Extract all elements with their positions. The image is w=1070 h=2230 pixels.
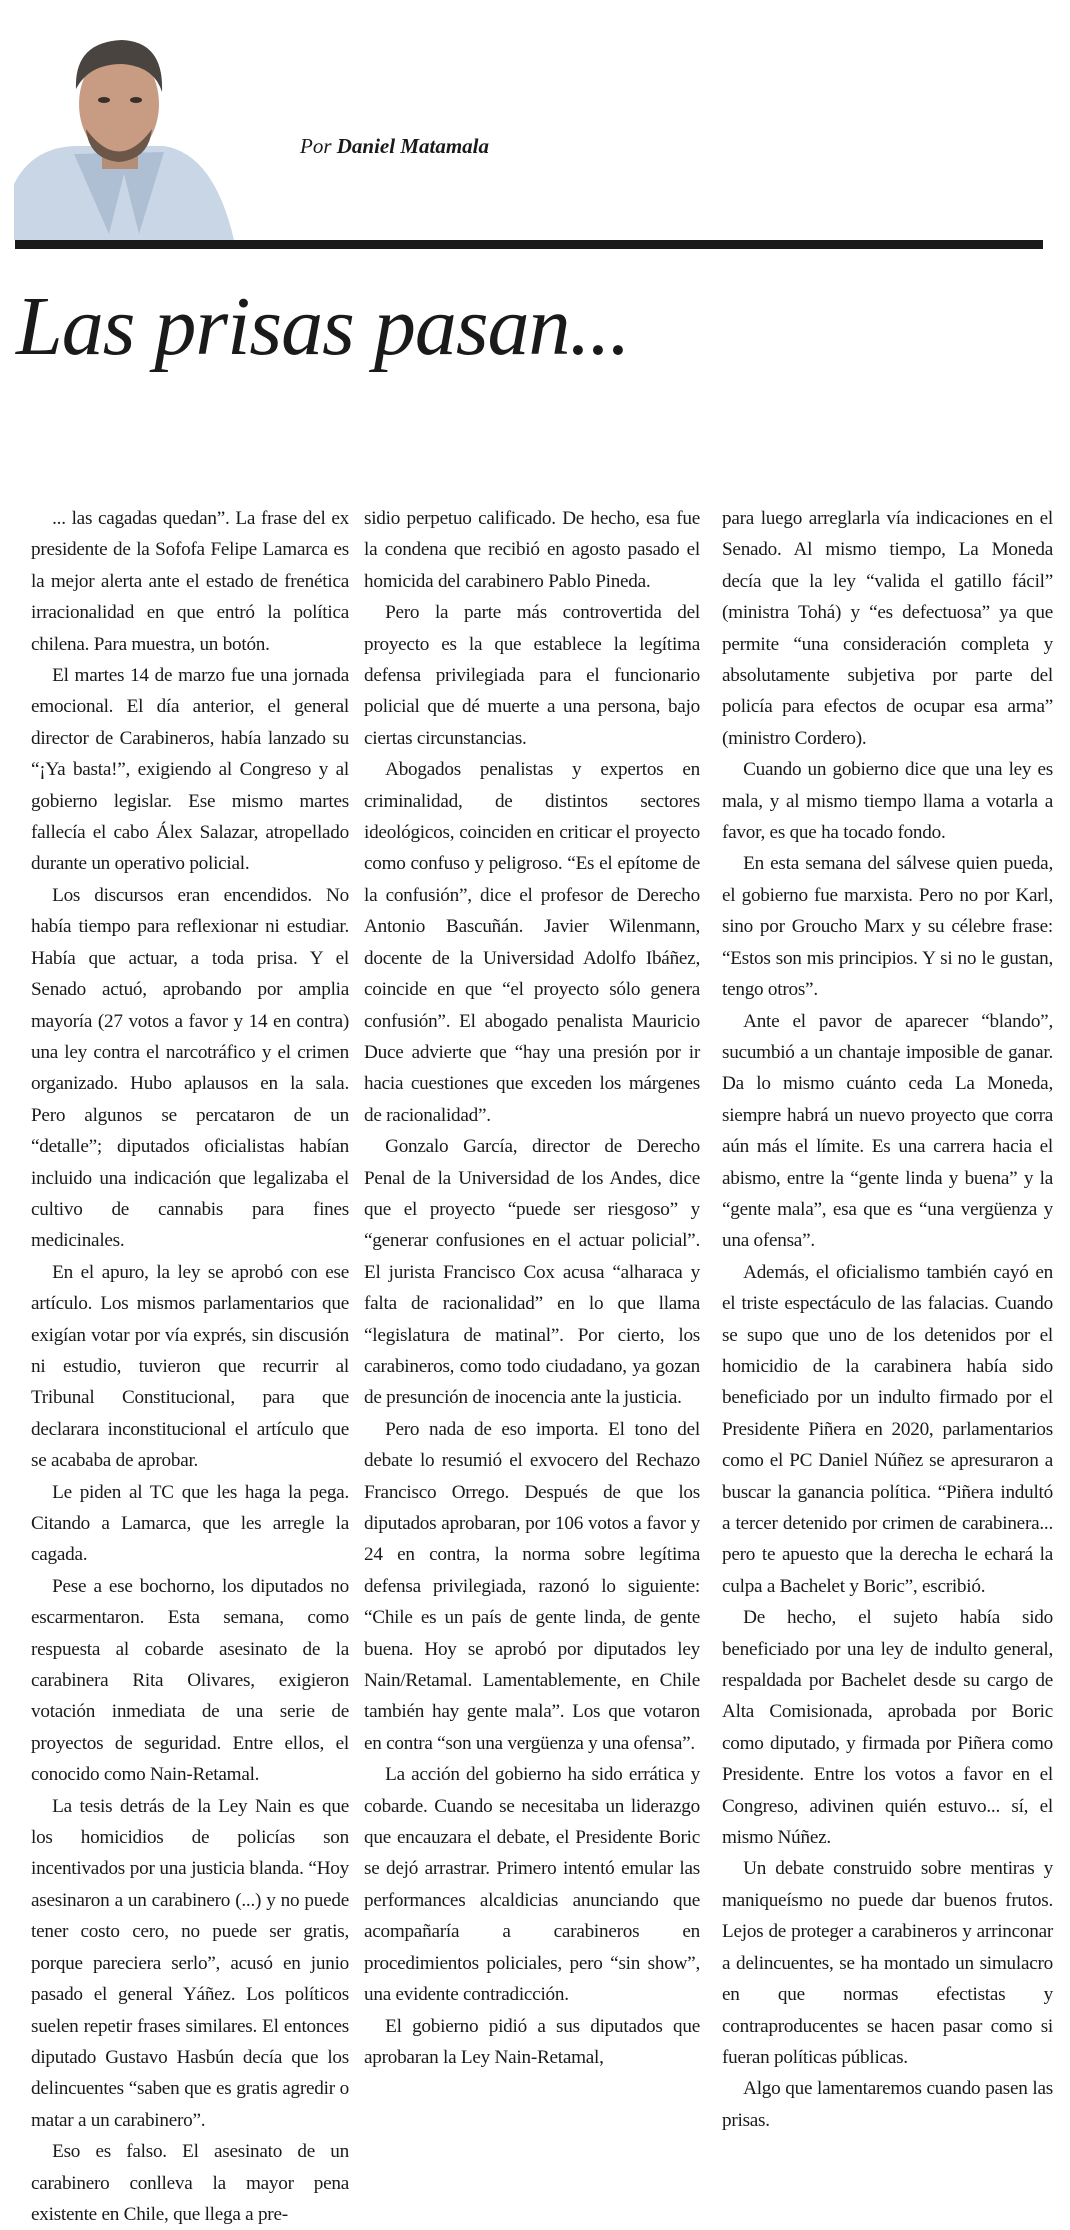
paragraph-continued: para luego arreglarla vía indicaciones en el Senado. Al mismo tiempo, La Moneda decía que la ley “valida el gatillo fácil” (ministra Tohá) y “es defectuosa” ya que permite “una consideración completa y absolutamente subjetiva por parte del policía para efectos de ocupar esa arma” (ministro Cordero).: [722, 508, 1053, 749]
paragraph: Ante el pavor de aparecer “blando”, sucumbió a un chantaje imposible de ganar. Da lo mismo cuánto ceda La Moneda, siempre habrá un nuevo proyecto que corra aún más el límite. Es una carrera hacia el abismo, entre la “gente linda y buena” y la “gente mala”, esa que es “una vergüenza y una ofensa”.: [722, 1010, 1053, 1252]
paragraph: La tesis detrás de la Ley Nain es que los homicidios de policías son incentivados por una justicia blanda. “Hoy asesinaron a un carabinero (...) y no puede tener costo cero, no puede ser gratis, porque pareciera serlo”, acusó en junio pasado el general Yáñez. Los políticos suelen repetir frases similares. El entonces diputado Gustavo Hasbún decía que los delincuentes “saben que es gratis agredir o matar a un carabinero”.: [31, 1795, 349, 2131]
header-rule: [15, 240, 1043, 249]
byline: [300, 134, 489, 159]
paragraph: El martes 14 de marzo fue una jornada emocional. El día anterior, el general director de Carabineros, había lanzado su “¡Ya basta!”, exigiendo al Congreso y al gobierno legislar. Ese mismo martes fallecía el cabo Álex Salazar, atropellado durante un operativo policial.: [31, 665, 349, 875]
article-column-2: [364, 503, 700, 2073]
paragraph: Pero nada de eso importa. El tono del debate lo resumió el exvocero del Rechazo Francisco Orrego. Después de que los diputados aprobaran, por 106 votos a favor y 24 en contra, la norma sobre legítima defensa privilegiada, razonó lo siguiente: “Chile es un país de gente linda, de gente buena. Hoy se aprobó por diputados ley Nain/Retamal. Lamentablemente, en Chile también hay gente mala”. Los que votaron en contra “son una vergüenza y una ofensa”.: [364, 1418, 700, 1754]
paragraph: Gonzalo García, director de Derecho Penal de la Universidad de los Andes, dice que el proyecto “puede ser riesgoso” y “generar confusiones en el actuar policial”. El jurista Francisco Cox acusa “alharaca y falta de racionalidad” en lo que llama “legislatura de matinal”. Por cierto, los carabineros, como todo ciudadano, ya gozan de presunción de inocencia ante la justicia.: [364, 1136, 700, 1409]
paragraph: Los discursos eran encendidos. No había tiempo para reflexionar ni estudiar. Había que actuar, a toda prisa. Y el Senado actuó, aprobando por amplia mayoría (27 votos a favor y 14 en contra) una ley contra el narcotráfico y el crimen organizado. Hubo aplausos en la sala. Pero algunos se percataron de un “detalle”; diputados oficialistas habían incluido una indicación que legalizaba el cultivo de cannabis para fines medicinales.: [31, 884, 349, 1252]
paragraph: En el apuro, la ley se aprobó con ese artículo. Los mismos parlamentarios que exigían votar por vía exprés, sin discusión ni estudio, tuvieron que recurrir al Tribunal Constitucional, para que declarara inconstitucional el artículo que se acababa de aprobar.: [31, 1261, 349, 1472]
paragraph: En esta semana del sálvese quien pueda, el gobierno fue marxista. Pero no por Karl, sino por Groucho Marx y su célebre frase: “Estos son mis principios. Y si no le gustan, tengo otros”.: [722, 853, 1053, 1001]
author-photo: [14, 34, 234, 240]
paragraph: Pese a ese bochorno, los diputados no escarmentaron. Esta semana, como respuesta al cobarde asesinato de la carabinera Rita Olivares, exigieron votación inmediata de una serie de proyectos de seguridad. Entre ellos, el conocido como Nain-Retamal.: [31, 1575, 349, 1786]
paragraph: Además, el oficialismo también cayó en el triste espectáculo de las falacias. Cuando se supo que uno de los detenidos por el homicidio de la carabinera había sido beneficiado por un indulto firmado por el Presidente Piñera en 2020, parlamentarios como el PC Daniel Núñez se apresuraron a buscar la ganancia política. “Piñera indultó a tercer detenido por crimen de carabinera... pero te apuesto que la derecha le echará la culpa a Bachelet y Boric”, escribió.: [722, 1261, 1053, 1597]
paragraph: Algo que lamentaremos cuando pasen las prisas.: [722, 2078, 1053, 2131]
article-column-1: [31, 503, 349, 2230]
paragraph: La acción del gobierno ha sido errática y cobarde. Cuando se necesitaba un liderazgo que encauzara el debate, el Presidente Boric se dejó arrastrar. Primero intentó emular las performances alcaldicias anunciando que acompañaría a carabineros en procedimientos policiales, pero “sin show”, una evidente contradicción.: [364, 1764, 700, 2006]
paragraph: De hecho, el sujeto había sido beneficiado por una ley de indulto general, respaldada por Bachelet desde su cargo de Alta Comisionada, aprobada por Boric como diputado, y firmada por Piñera como Presidente. Entre los votos a favor en el Congreso, adivinen quién estuvo... sí, el mismo Núñez.: [722, 1607, 1053, 1849]
paragraph: Cuando un gobierno dice que una ley es mala, y al mismo tiempo llama a votarla a favor, es que ha tocado fondo.: [722, 759, 1053, 844]
paragraph: Un debate construido sobre mentiras y maniqueísmo no puede dar buenos frutos. Lejos de proteger a carabineros y arrinconar a delincuentes, se ha montado un simulacro en que normas efectistas y contraproducentes se hacen pasar como si fueran políticas públicas.: [722, 1858, 1053, 2068]
byline-author: Daniel Matamala: [336, 134, 490, 158]
paragraph-continued: sidio perpetuo calificado. De hecho, esa fue la condena que recibió en agosto pasado el homicida del carabinero Pablo Pineda.: [364, 508, 700, 592]
article-title: Las prisas pasan...: [16, 280, 630, 373]
paragraph: Abogados penalistas y expertos en criminalidad, de distintos sectores ideológicos, coinciden en criticar el proyecto como confuso y peligroso. “Es el epítome de la confusión”, dice el profesor de Derecho Antonio Bascuñán. Javier Wilenmann, docente de la Universidad Adolfo Ibáñez, coincide en que “el proyecto sólo genera confusión”. El abogado penalista Mauricio Duce advierte que “hay una presión por ir hacia cuestiones que exceden los márgenes de racionalidad”.: [364, 759, 700, 1126]
paragraph: El gobierno pidió a sus diputados que aprobaran la Ley Nain-Retamal,: [364, 2015, 700, 2068]
byline-prefix: Por: [300, 134, 332, 158]
paragraph: ... las cagadas quedan”. La frase del ex presidente de la Sofofa Felipe Lamarca es la mejor alerta ante el estado de frenética irracionalidad en que entró la política chilena. Para muestra, un botón.: [31, 508, 349, 655]
paragraph: Pero la parte más controvertida del proyecto es la que establece la legítima defensa privilegiada para el funcionario policial que dé muerte a una persona, bajo ciertas circunstancias.: [364, 602, 700, 749]
paragraph: Eso es falso. El asesinato de un carabinero conlleva la mayor pena existente en Chile, que llega a pre-: [31, 2141, 349, 2225]
article-column-3: [722, 503, 1053, 2136]
paragraph: Le piden al TC que les haga la pega. Citando a Lamarca, que les arregle la cagada.: [31, 1481, 349, 1566]
